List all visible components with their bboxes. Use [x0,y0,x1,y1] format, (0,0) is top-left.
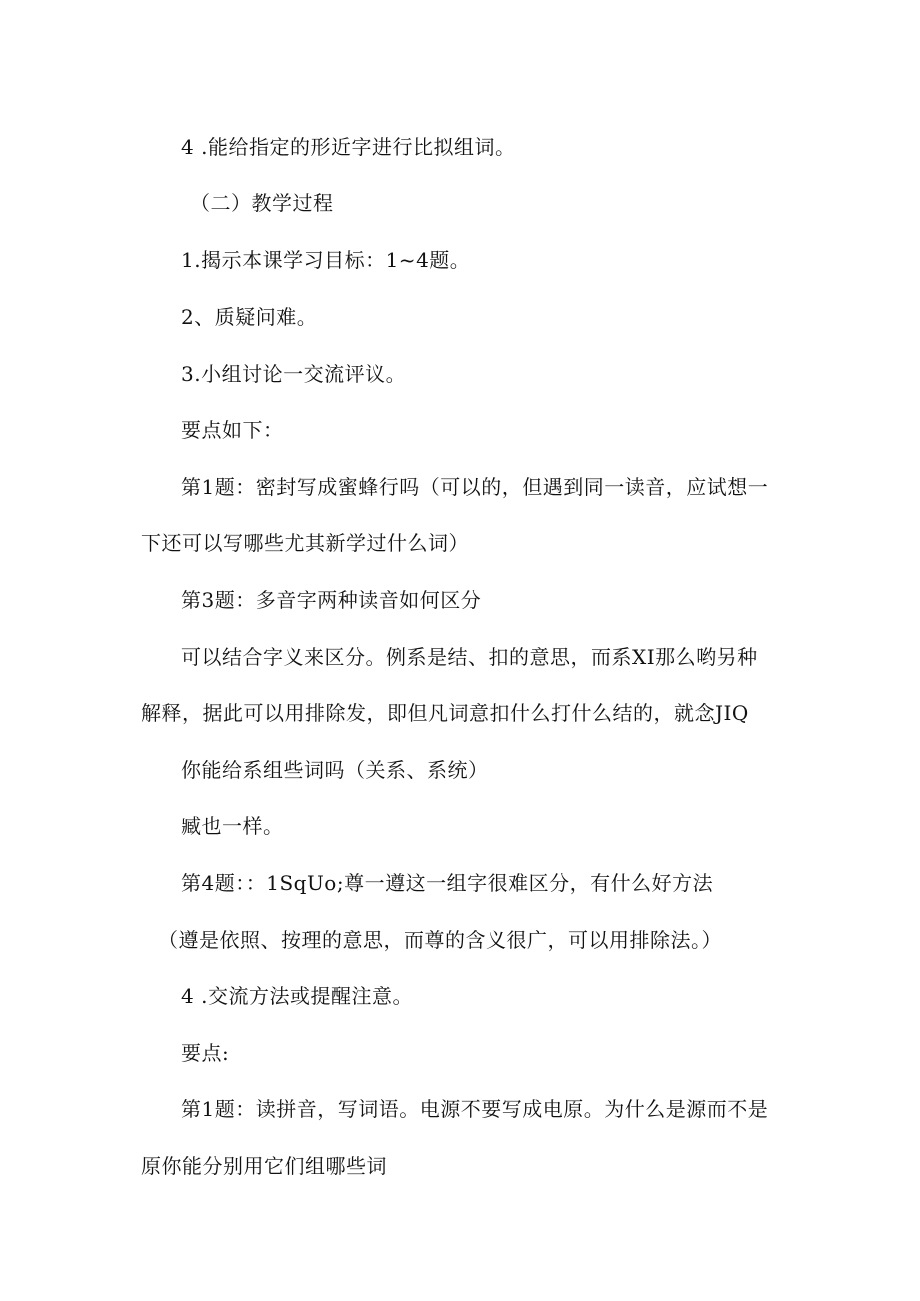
word-group-question: 你能给系组些词吗（关系、系统） [181,758,489,782]
step-4: 4 .交流方法或提醒注意。 [181,984,413,1008]
explanation-paragraph-continued: 解释，据此可以用排除发，即但凡词意扣什么打什么结的，就念JIQ [141,701,749,725]
same-note: 臧也一样。 [181,814,284,838]
key-points-heading: 要点如下： [181,418,284,442]
question-1-paragraph: 第1题：密封写成蜜蜂行吗（可以的，但遇到同一读音，应试想一 [181,475,769,499]
question-1-paragraph-continued: 下还可以写哪些尤其新学过什么词） [141,531,469,555]
question-4-paragraph: 第4题：：1SqUo;尊一遵这一组字很难区分，有什么好方法 [181,871,714,895]
question-3-paragraph: 第3题：多音字两种读音如何区分 [181,588,482,612]
key-points-heading-2: 要点: [181,1041,230,1065]
objective-item-4: 4 .能给指定的形近字进行比拟组词。 [181,135,516,159]
step-1: 1.揭示本课学习目标：1~4题。 [181,248,471,272]
question-4-explanation: （遵是依照、按理的意思，而尊的含义很广，可以用排除法。） [158,928,722,952]
section-heading-teaching-process: （二）教学过程 [190,191,334,215]
step-3: 3.小组讨论一交流评议。 [181,362,407,386]
step-2: 2、质疑问难。 [181,305,318,329]
question-1-writing-paragraph-continued: 原你能分别用它们组哪些词 [141,1154,387,1178]
explanation-paragraph: 可以结合字义来区分。例系是结、扣的意思，而系XI那么哟另种 [181,645,758,669]
question-1-writing-paragraph: 第1题：读拼音，写词语。电源不要写成电原。为什么是源而不是 [181,1097,769,1121]
